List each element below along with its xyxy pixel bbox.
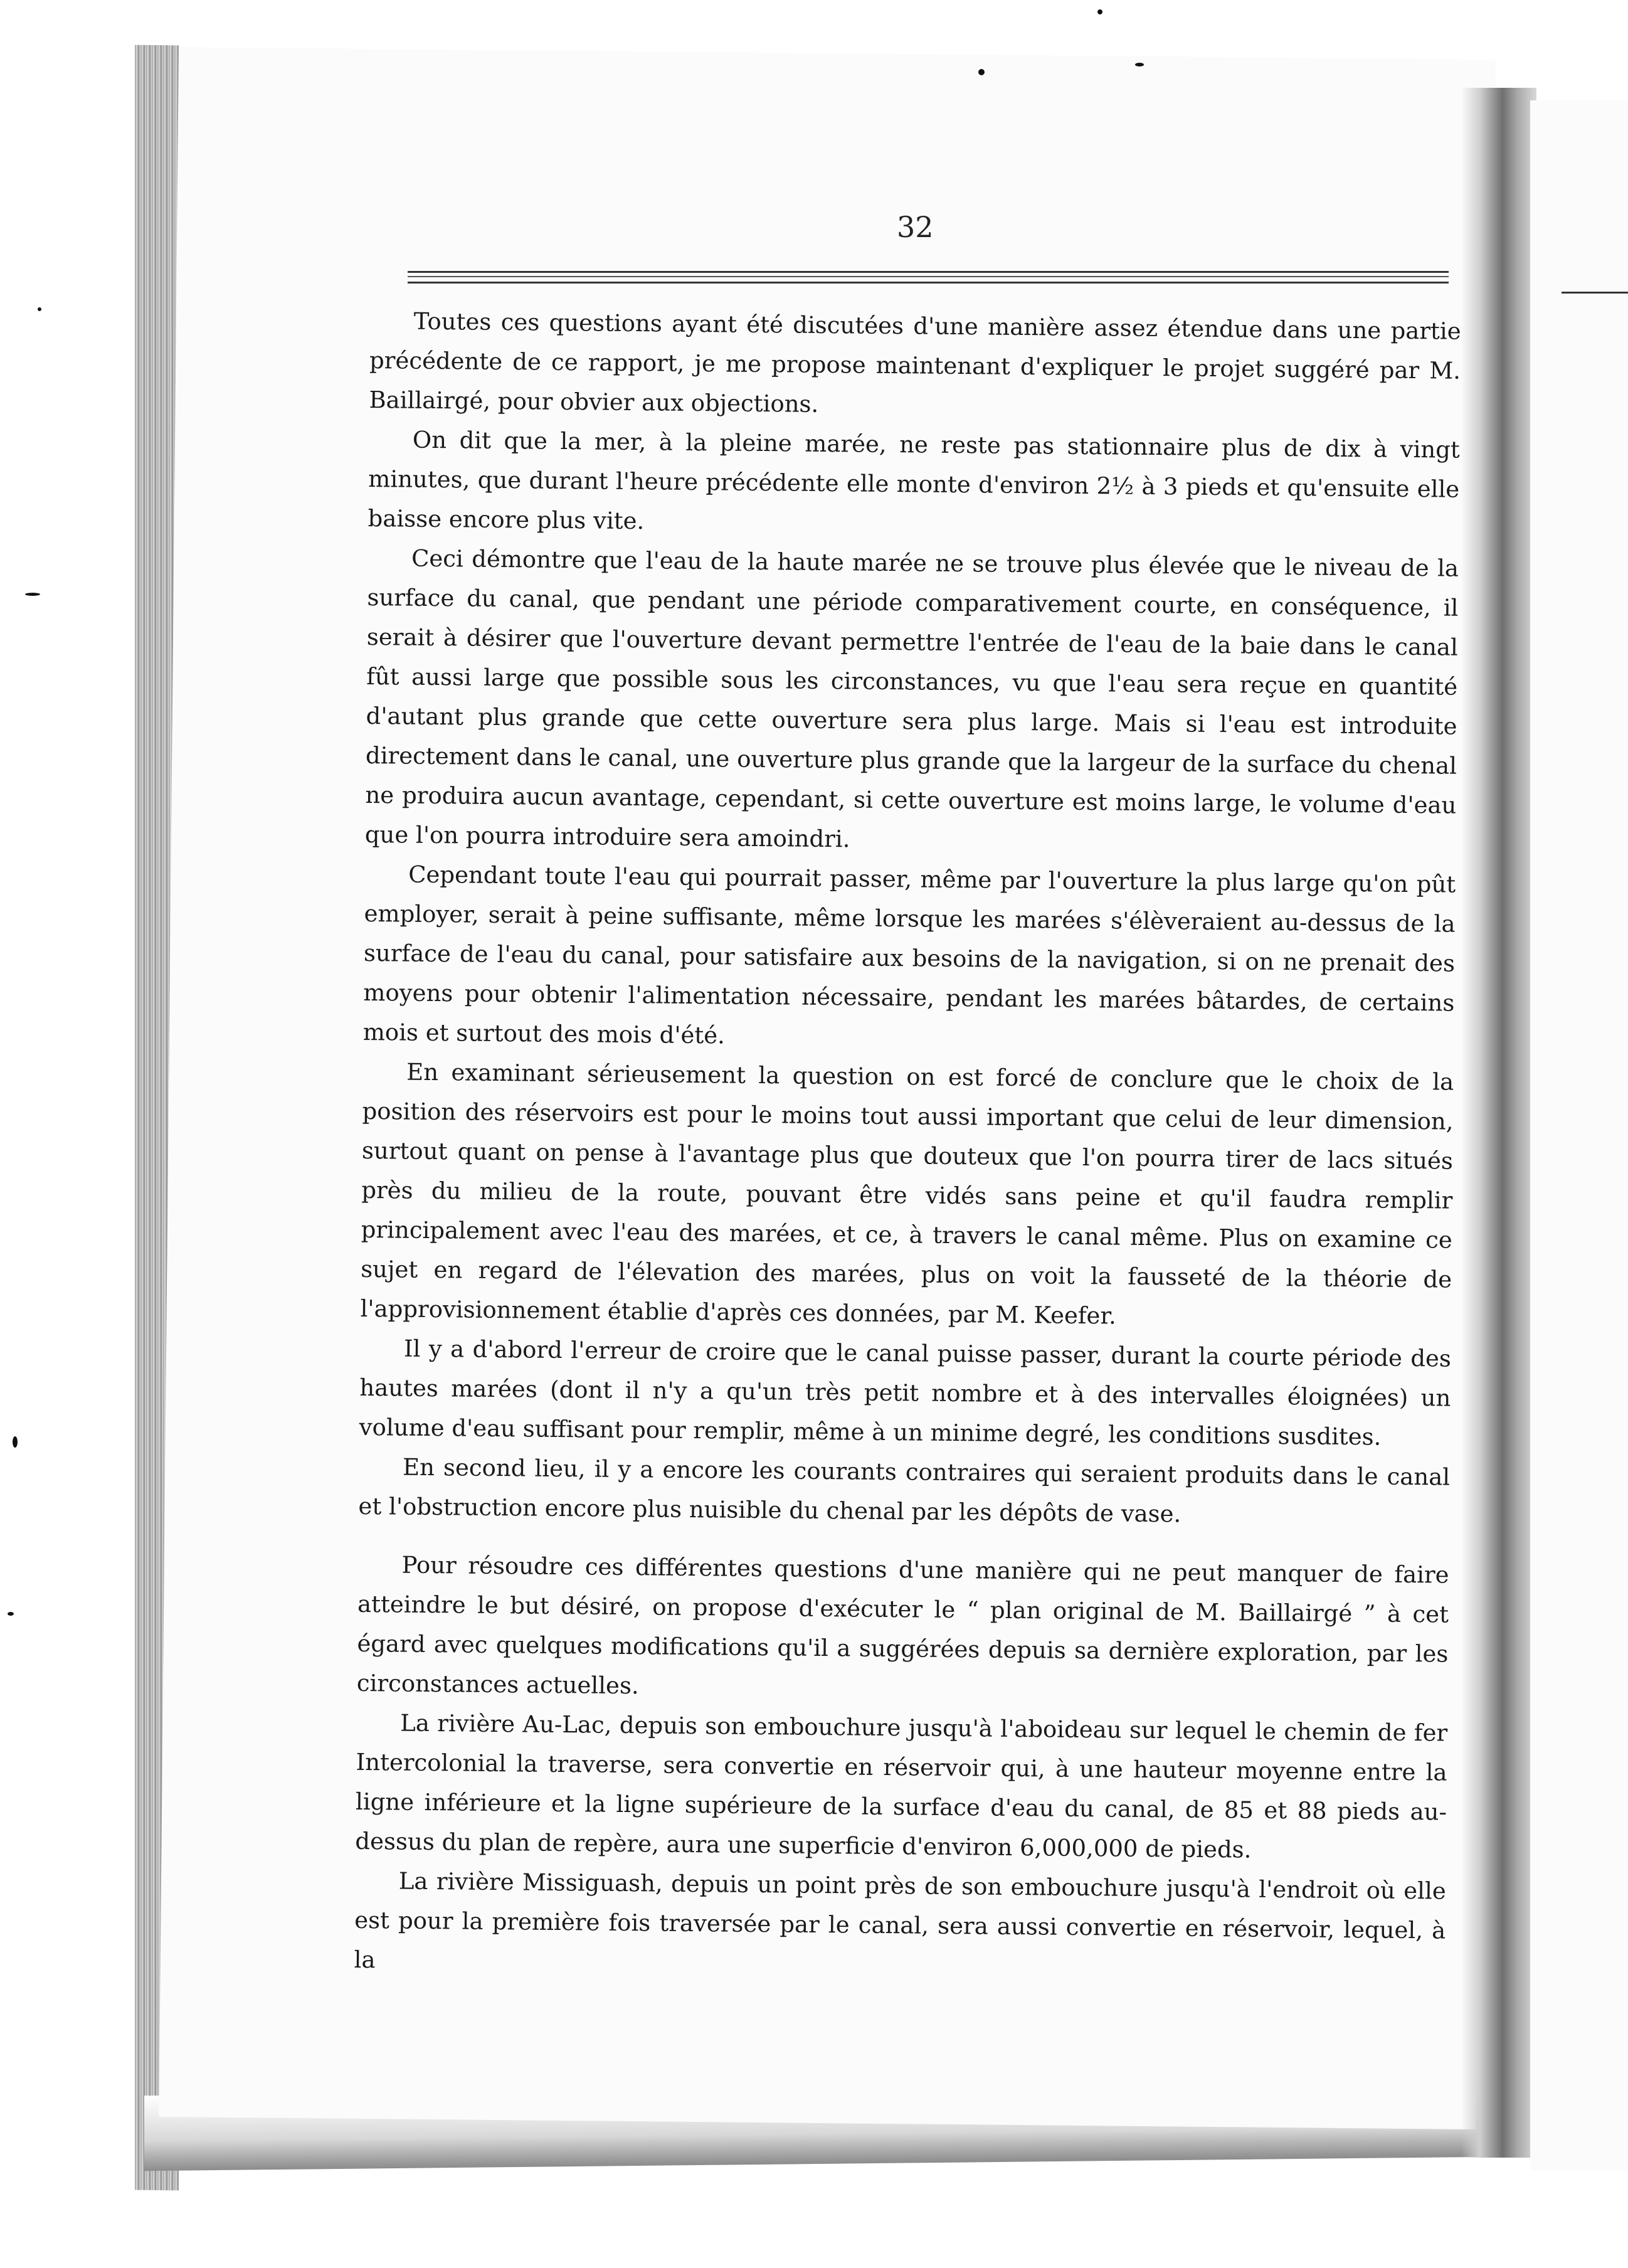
paragraph: Cependant toute l'eau qui pourrait passer, même par l'ouverture la plus large qu'on pût employer, serait à peine suffisante, même lorsque les marées s'élèveraient au-dessus de la surface de l'eau du canal, pour satisfaire aux besoins de la navigation, si on ne prenait des moyens pour obtenir l'alimentation nécessaire, pendant les marées bâtardes, de certains mois et surtout des mois d'été.	[362, 861, 1456, 1049]
scan-speck	[25, 593, 40, 596]
paragraph: La rivière Au-Lac, depuis son embouchure jusqu'à l'aboideau sur lequel le chemin de fer Intercolonial la traverse, sera convertie en réservoir qui, à une hauteur moyenne entre la ligne inférieure et la ligne supérieure de la surface d'eau du canal, de 85 et 88 pieds au-dessus du plan de repère, aura une superficie d'environ 6,000,000 de pieds.	[355, 1709, 1448, 1863]
scan-speck	[978, 69, 985, 75]
paragraph: La rivière Missiguash, depuis un point près de son embouchure jusqu'à l'endroit où elle est pour la première fois traversée par le canal, sera aussi convertie en réservoir, lequel, à la	[354, 1867, 1446, 1974]
right-page	[1530, 100, 1628, 2170]
paragraph: Toutes ces questions ayant été discutées d'une manière assez étendue dans une partie précédente de ce rapport, je me propose maintenant d'expliquer le projet suggéré par M. Baillairgé, pour obvier aux objections.	[369, 307, 1461, 418]
paragraph: Ceci démontre que l'eau de la haute marée ne se trouve plus élevée que le niveau de la surface du canal, que pendant une période comparativement courte, en conséquence, il serait à désirer que l'ouverture devant permettre l'entrée de l'eau de la baie dans le canal fût aussi large que possible sous les circonstances, vu que l'eau sera reçue en quantité d'autant plus grande que cette ouverture sera plus large. Mais si l'eau est introduite directement dans le canal, une ouverture plus grande que la largeur de la surface du chenal ne produira aucun avantage, cependant, si cette ouverture est moins large, le volume d'eau que l'on pourra introduire sera amoindri.	[364, 544, 1459, 853]
paragraph: En examinant sérieusement la question on est forcé de conclure que le choix de la position des réservoirs est pour le moins tout aussi important que celui de leur dimension, surtout quant on pense à l'avantage plus que douteux que l'on pourra tirer de lacs situés près du milieu de la route, pouvant être vidés sans peine et qu'il faudra remplir principalement avec l'eau des marées, et ce, à travers le canal même. Plus on examine ce sujet en regard de l'élevation des marées, plus on voit la fausseté de la théorie de l'approvisionnement établie d'après ces données, par M. Keefer.	[360, 1058, 1454, 1330]
header-rule	[408, 276, 1449, 277]
scan-speck	[38, 307, 41, 311]
binding-gutter	[1461, 88, 1536, 2158]
paragraph: On dit que la mer, à la pleine marée, ne reste pas stationnaire plus de dix à vingt minutes, que durant l'heure précédente elle monte d'environ 2½ à 3 pieds et qu'ensuite elle baisse encore plus vite.	[367, 426, 1461, 535]
paragraph: Il y a d'abord l'erreur de croire que le canal puisse passer, durant la courte période des hautes marées (dont il n'y a qu'un très petit nombre et à des intervalles éloignées) un volume d'eau suffisant pour remplir, même à un minime degré, les conditions susdites.	[359, 1335, 1452, 1451]
header-rule	[408, 271, 1449, 273]
scan-speck	[13, 1436, 18, 1448]
page-number: 32	[897, 210, 934, 244]
paragraph: En second lieu, il y a encore les courants contraires qui seraient produits dans le canal et l'obstruction encore plus nuisible du chenal par les dépôts de vase.	[358, 1453, 1451, 1528]
scan-speck	[1135, 63, 1144, 66]
scan-speck	[8, 1612, 14, 1616]
paragraph: Pour résoudre ces différentes questions d'une manière qui ne peut manquer de faire atteindre le but désiré, on propose d'exécuter le “ plan original de M. Baillairgé ” à cet égard avec quelques modifications qu'il a suggérées depuis sa dernière exploration, par les circonstances actuelles.	[356, 1551, 1449, 1700]
header-rule	[408, 282, 1449, 284]
body-text	[354, 301, 1461, 1990]
scan-speck	[1097, 9, 1102, 14]
adjacent-header-rule	[1562, 292, 1628, 294]
